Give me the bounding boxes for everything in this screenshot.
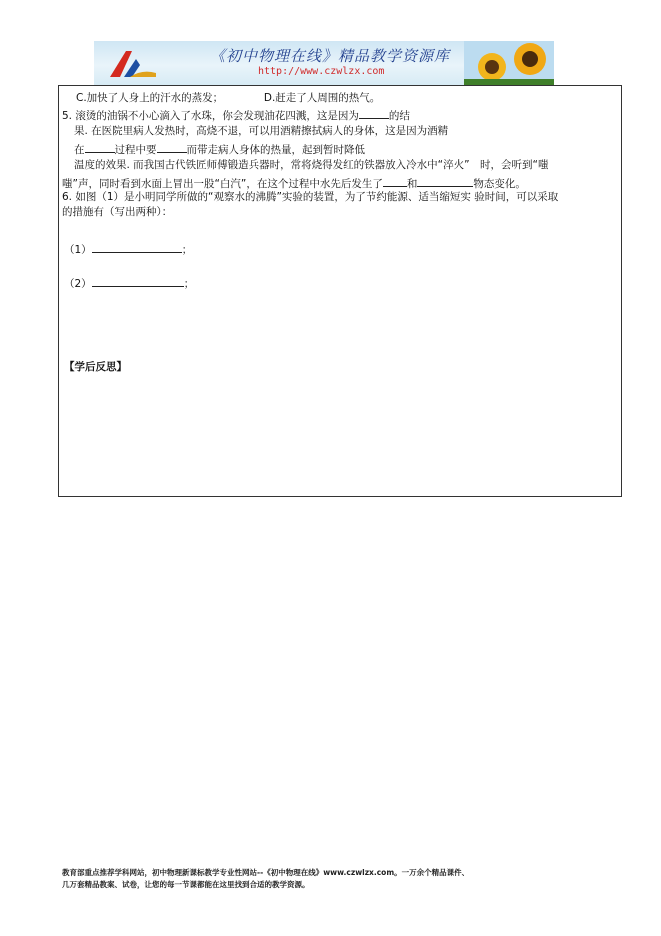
answer-1-label: （1）	[64, 244, 92, 256]
banner-url: http://www.czwlzx.com	[258, 66, 385, 77]
answer-1-field[interactable]	[92, 242, 182, 253]
q6-text-b: 的措施有（写出两种）：	[62, 206, 173, 218]
footer-line-1: 教育部重点推荐学科网站，初中物理新课标教学专业性网站--《初中物理在线》www.czwlzx.com。一万余个精品课件、	[62, 868, 470, 877]
answer-2-end: ；	[183, 278, 195, 290]
q5-line-1	[62, 108, 410, 123]
option-c: C.加快了人身上的汗水的蒸发；	[76, 92, 224, 104]
q5-line-2	[74, 125, 448, 138]
answer-2-label: （2）	[64, 278, 92, 290]
answer-1-end: ；	[181, 244, 193, 256]
q5-blank-2[interactable]	[85, 142, 115, 153]
answer-2-field[interactable]	[92, 276, 184, 287]
sunflower-icon	[464, 41, 554, 85]
q5-text-b: 果. 在医院里病人发热时，高烧不退，可以用酒精擦拭病人的身体，这是因为酒精	[74, 125, 449, 137]
banner-title: 《初中物理在线》精品教学资源库	[210, 47, 451, 65]
q5-text-c2: 过程中要	[114, 144, 157, 156]
q5-text-e3: 物态变化。	[473, 178, 526, 190]
q6-text-a: 6. 如图（1）是小明同学所做的“观察水的沸腾”实验的装置，为了节约能源、适当缩短实 验时间，可以采取	[62, 191, 559, 203]
q5-line-5	[62, 176, 526, 191]
footer-line-2: 几万套精品教案、试卷，让您的每一节课都能在这里找到合适的教学资源。	[62, 880, 310, 889]
q5-line-3	[74, 142, 365, 157]
q5-text-c3: 而带走病人身体的热量，起到暂时降低	[186, 144, 365, 156]
q6-line-2	[62, 206, 172, 219]
logo-icon	[102, 45, 162, 81]
q5-text-c1: 在	[74, 144, 85, 156]
answer-2	[64, 276, 194, 291]
q5-blank-5[interactable]	[417, 176, 473, 187]
q5-blank-1[interactable]	[359, 108, 389, 119]
q6-line-1	[62, 191, 558, 204]
q5-text-e2: 和	[406, 178, 418, 190]
q5-text-e1: 嗤”声，同时看到水面上冒出一股“白汽”，在这个过程中水先后发生了	[62, 178, 383, 190]
answer-1	[64, 242, 192, 257]
q5-text-a: 5. 滚烫的油锅不小心滴入了水珠，你会发现油花四溅，这是因为	[62, 110, 359, 122]
q5-blank-4[interactable]	[383, 176, 407, 187]
option-line	[76, 92, 380, 105]
q5-blank-3[interactable]	[157, 142, 187, 153]
q5-line-4	[74, 159, 549, 172]
option-d: D.赶走了人周围的热气。	[263, 92, 381, 104]
q5-text-a-end: 的结	[388, 110, 410, 122]
header-banner	[94, 41, 554, 85]
q5-text-d: 温度的效果. 而我国古代铁匠师傅锻造兵器时，常将烧得发红的铁器放入冷水中“淬火” 时，会听到“嗤	[74, 159, 549, 171]
reflection-heading: 【学后反思】	[64, 361, 127, 373]
